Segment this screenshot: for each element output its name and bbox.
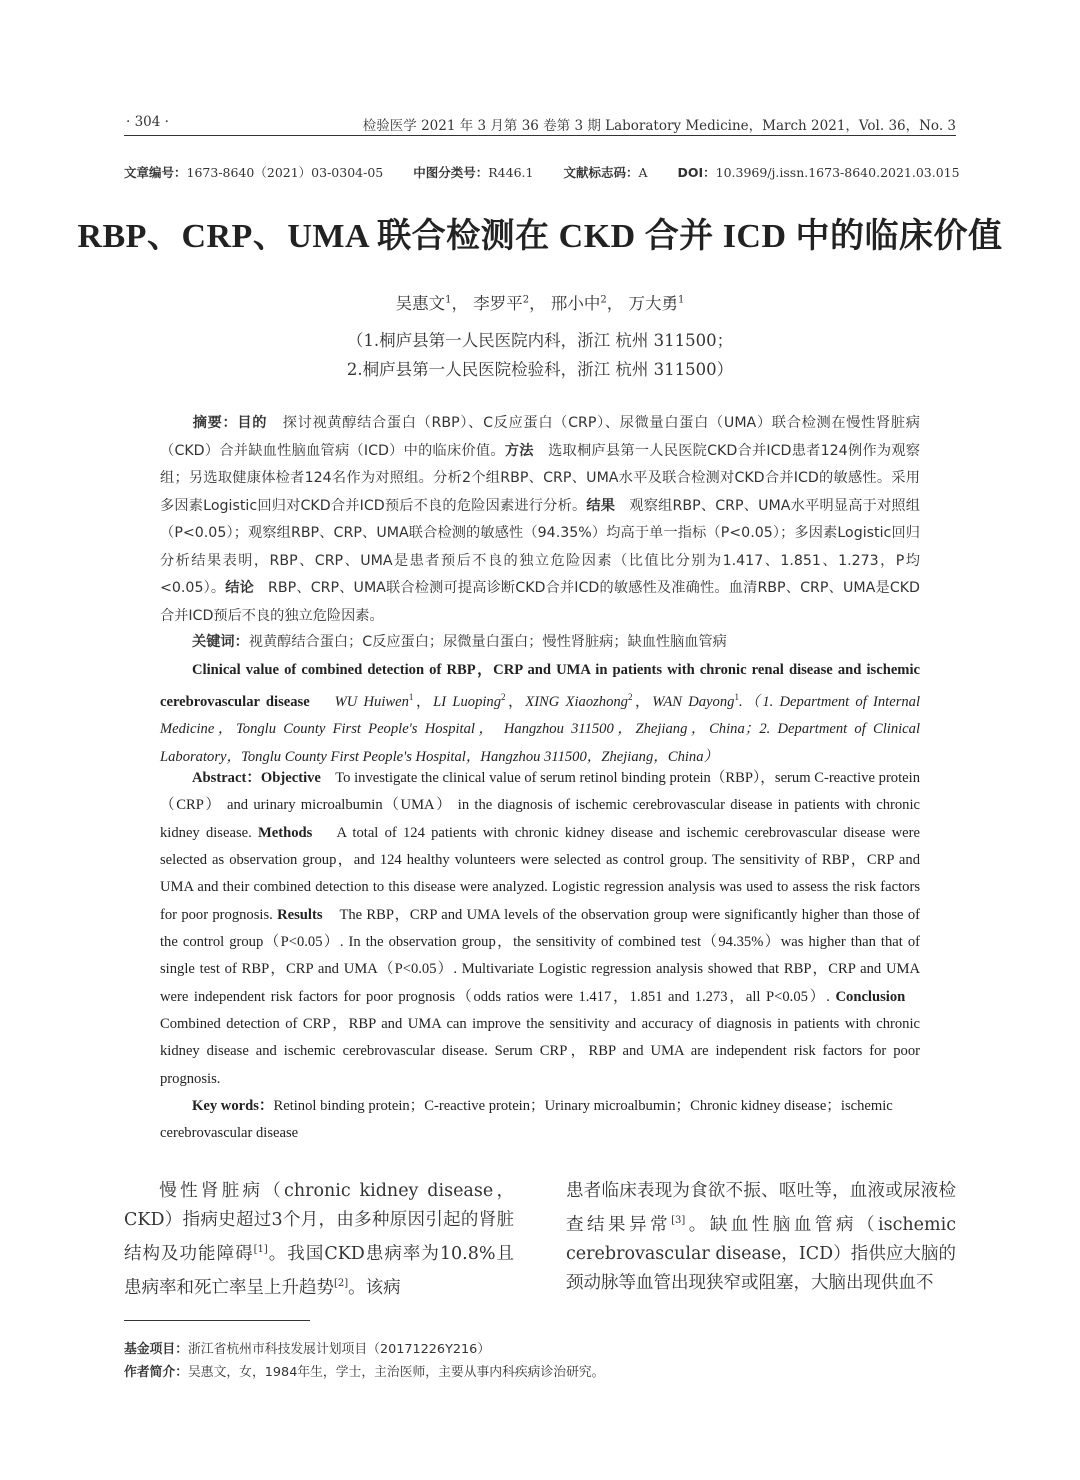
citation-ref[interactable]: [3] <box>671 1215 686 1227</box>
page-number: · 304 · <box>126 114 169 130</box>
english-affiliation: .（1. Department of Internal Medicine，Tonglu County First People's Hospital， Hangzhou 311500，Zhejiang，China；2. Department of Clinical Laboratory，Tonglu County First People's Hospital，Hangzhou 311500，Zhejiang，China） <box>160 694 921 765</box>
affiliation-line-2: 2.桐庐县第一人民医院检验科，浙江 杭州 311500） <box>346 360 734 379</box>
header-divider <box>124 135 956 136</box>
abstract-english: Abstract：Objective To investigate the clinical value of serum retinol binding protein（RBP），serum C-reactive protein（CRP） and urinary microalbumin（UMA） in the diagnosis of ischemic cerebrovascular disease in patients with chronic kidney disease. Methods A total of 124 patients with chronic kidney disease and ischemic cerebrovascular disease were selected as observation group，and 124 healthy volunteers were selected as control group. The sensitivity of RBP，CRP and UMA and their combined detection to this disease were analyzed. Logistic regression analysis was used to assess the risk factors for poor prognosis. Results The RBP，CRP and UMA levels of the observation group were significantly higher than those of the control group（P<0.05）. In the observation group，the sensitivity of combined test（94.35%）was higher than that of single test of RBP，CRP and UMA（P<0.05）. Multivariate Logistic regression analysis showed that RBP，CRP and UMA were independent risk factors for poor prognosis（odds ratios were 1.417，1.851 and 1.273，all P<0.05）. Conclusion Combined detection of CRP，RBP and UMA can improve the sensitivity and accuracy of diagnosis in patients with chronic kidney disease and ischemic cerebrovascular disease. Serum CRP，RBP and UMA are independent risk factors for poor prognosis. <box>160 770 920 1087</box>
author-name: 万大勇 <box>628 294 678 313</box>
abstract-chinese: 摘要：目的 探讨视黄醇结合蛋白（RBP）、C反应蛋白（CRP）、尿微量白蛋白（UMA）联合检测在慢性肾脏病（CKD）合并缺血性脑血管病（ICD）中的临床价值。方法 选取桐庐县第一人民医院CKD合并ICD患者124例作为观察组；另选取健康体检者124名作为对照组。分析2个组RBP、CRP、UMA水平及联合检测对CKD合并ICD的敏感性。采用多因素Logistic回归对CKD合并ICD预后不良的危险因素进行分析。结果 观察组RBP、CRP、UMA水平明显高于对照组（P<0.05）；观察组RBP、CRP、UMA联合检测的敏感性（94.35%）均高于单一指标（P<0.05）；多因素Logistic回归分析结果表明，RBP、CRP、UMA是患者预后不良的独立危险因素（比值比分别为1.417、1.851、1.273，P均<0.05）。结论 RBP、CRP、UMA联合检测可提高诊断CKD合并ICD的敏感性及准确性。血清RBP、CRP、UMA是CKD合并ICD预后不良的独立危险因素。 <box>160 415 920 624</box>
author-name: 李罗平 <box>473 294 523 313</box>
footnote-divider <box>124 1320 310 1321</box>
body-column-right: 患者临床表现为食欲不振、呕吐等，血液或尿液检查结果异常[3]。缺血性脑血管病（ischemic cerebrovascular disease，ICD）指供应大脑的颈动脉等血管出现狭窄或阻塞，大脑出现供血不 <box>566 1181 956 1294</box>
body-column-left: 慢性肾脏病（chronic kidney disease，CKD）指病史超过3个月，由多种原因引起的肾脏结构及功能障碍[1]。我国CKD患病率为10.8%且患病率和死亡率呈上升趋势[2]。该病 <box>124 1181 515 1299</box>
footnote-author-bio: 作者简介：吴惠文，女，1984年生，学士，主治医师，主要从事内科疾病诊治研究。 <box>124 1365 605 1380</box>
citation-ref[interactable]: [1] <box>253 1244 268 1256</box>
english-title-block: Clinical value of combined detection of RBP，CRP and UMA in patients with chronic renal disease and ischemic cerebrovascular disease WU Huiwen$^1$，LI Luoping$^2$，XING Xiaozhong$^2$，WAN Dayong$^1$.（1. Department of Internal Medicine，Tonglu County First People's Hospital， Hangzhou 311500，Zhejiang，China；2. Department of Clinical Laboratory，Tonglu County First People's Hospital，Hangzhou 311500，Zhejiang，China） <box>160 662 921 765</box>
affiliation-line-1: （1.桐庐县第一人民医院内科，浙江 杭州 311500； <box>346 331 734 350</box>
keywords-english: Key words：Retinol binding protein；C-reactive protein；Urinary microalbumin；Chronic kidney disease；ischemic cerebrovascular disease <box>160 1098 893 1141</box>
english-title: Clinical value of combined detection of RBP，CRP and UMA in patients with chronic renal disease and ischemic cerebrovascular disease <box>160 662 920 711</box>
article-title: RBP、CRP、UMA 联合检测在 CKD 合并 ICD 中的临床价值 <box>77 218 1003 255</box>
citation-ref[interactable]: [2] <box>334 1278 349 1290</box>
english-author: XING Xiaozhong <box>525 694 628 711</box>
english-author: WAN Dayong <box>652 694 735 711</box>
document-code: 文献标志码：A <box>563 165 648 180</box>
article-meta <box>124 163 960 181</box>
author-list: 吴惠文$^1$， 李罗平$^2$， 邢小中$^2$， 万大勇$^1$ <box>395 294 685 313</box>
english-author: LI Luoping <box>433 694 502 711</box>
english-author: WU Huiwen <box>334 694 409 711</box>
journal-header: 检验医学 2021 年 3 月第 36 卷第 3 期 Laboratory Medicine，March 2021，Vol. 36，No. 3 <box>362 118 956 134</box>
author-name: 吴惠文 <box>395 294 446 313</box>
author-name: 邢小中 <box>550 294 601 313</box>
doi[interactable]: DOI：10.3969/j.issn.1673-8640.2021.03.015 <box>677 165 960 180</box>
keywords-chinese: 关键词：视黄醇结合蛋白；C反应蛋白；尿微量白蛋白；慢性肾脏病；缺血性脑血管病 <box>192 634 727 650</box>
article-number: 文章编号：1673-8640（2021）03-0304-05 <box>124 165 384 180</box>
footnote-fund: 基金项目：浙江省杭州市科技发展计划项目（20171226Y216） <box>124 1342 491 1357</box>
clc-number: 中图分类号：R446.1 <box>413 165 534 180</box>
